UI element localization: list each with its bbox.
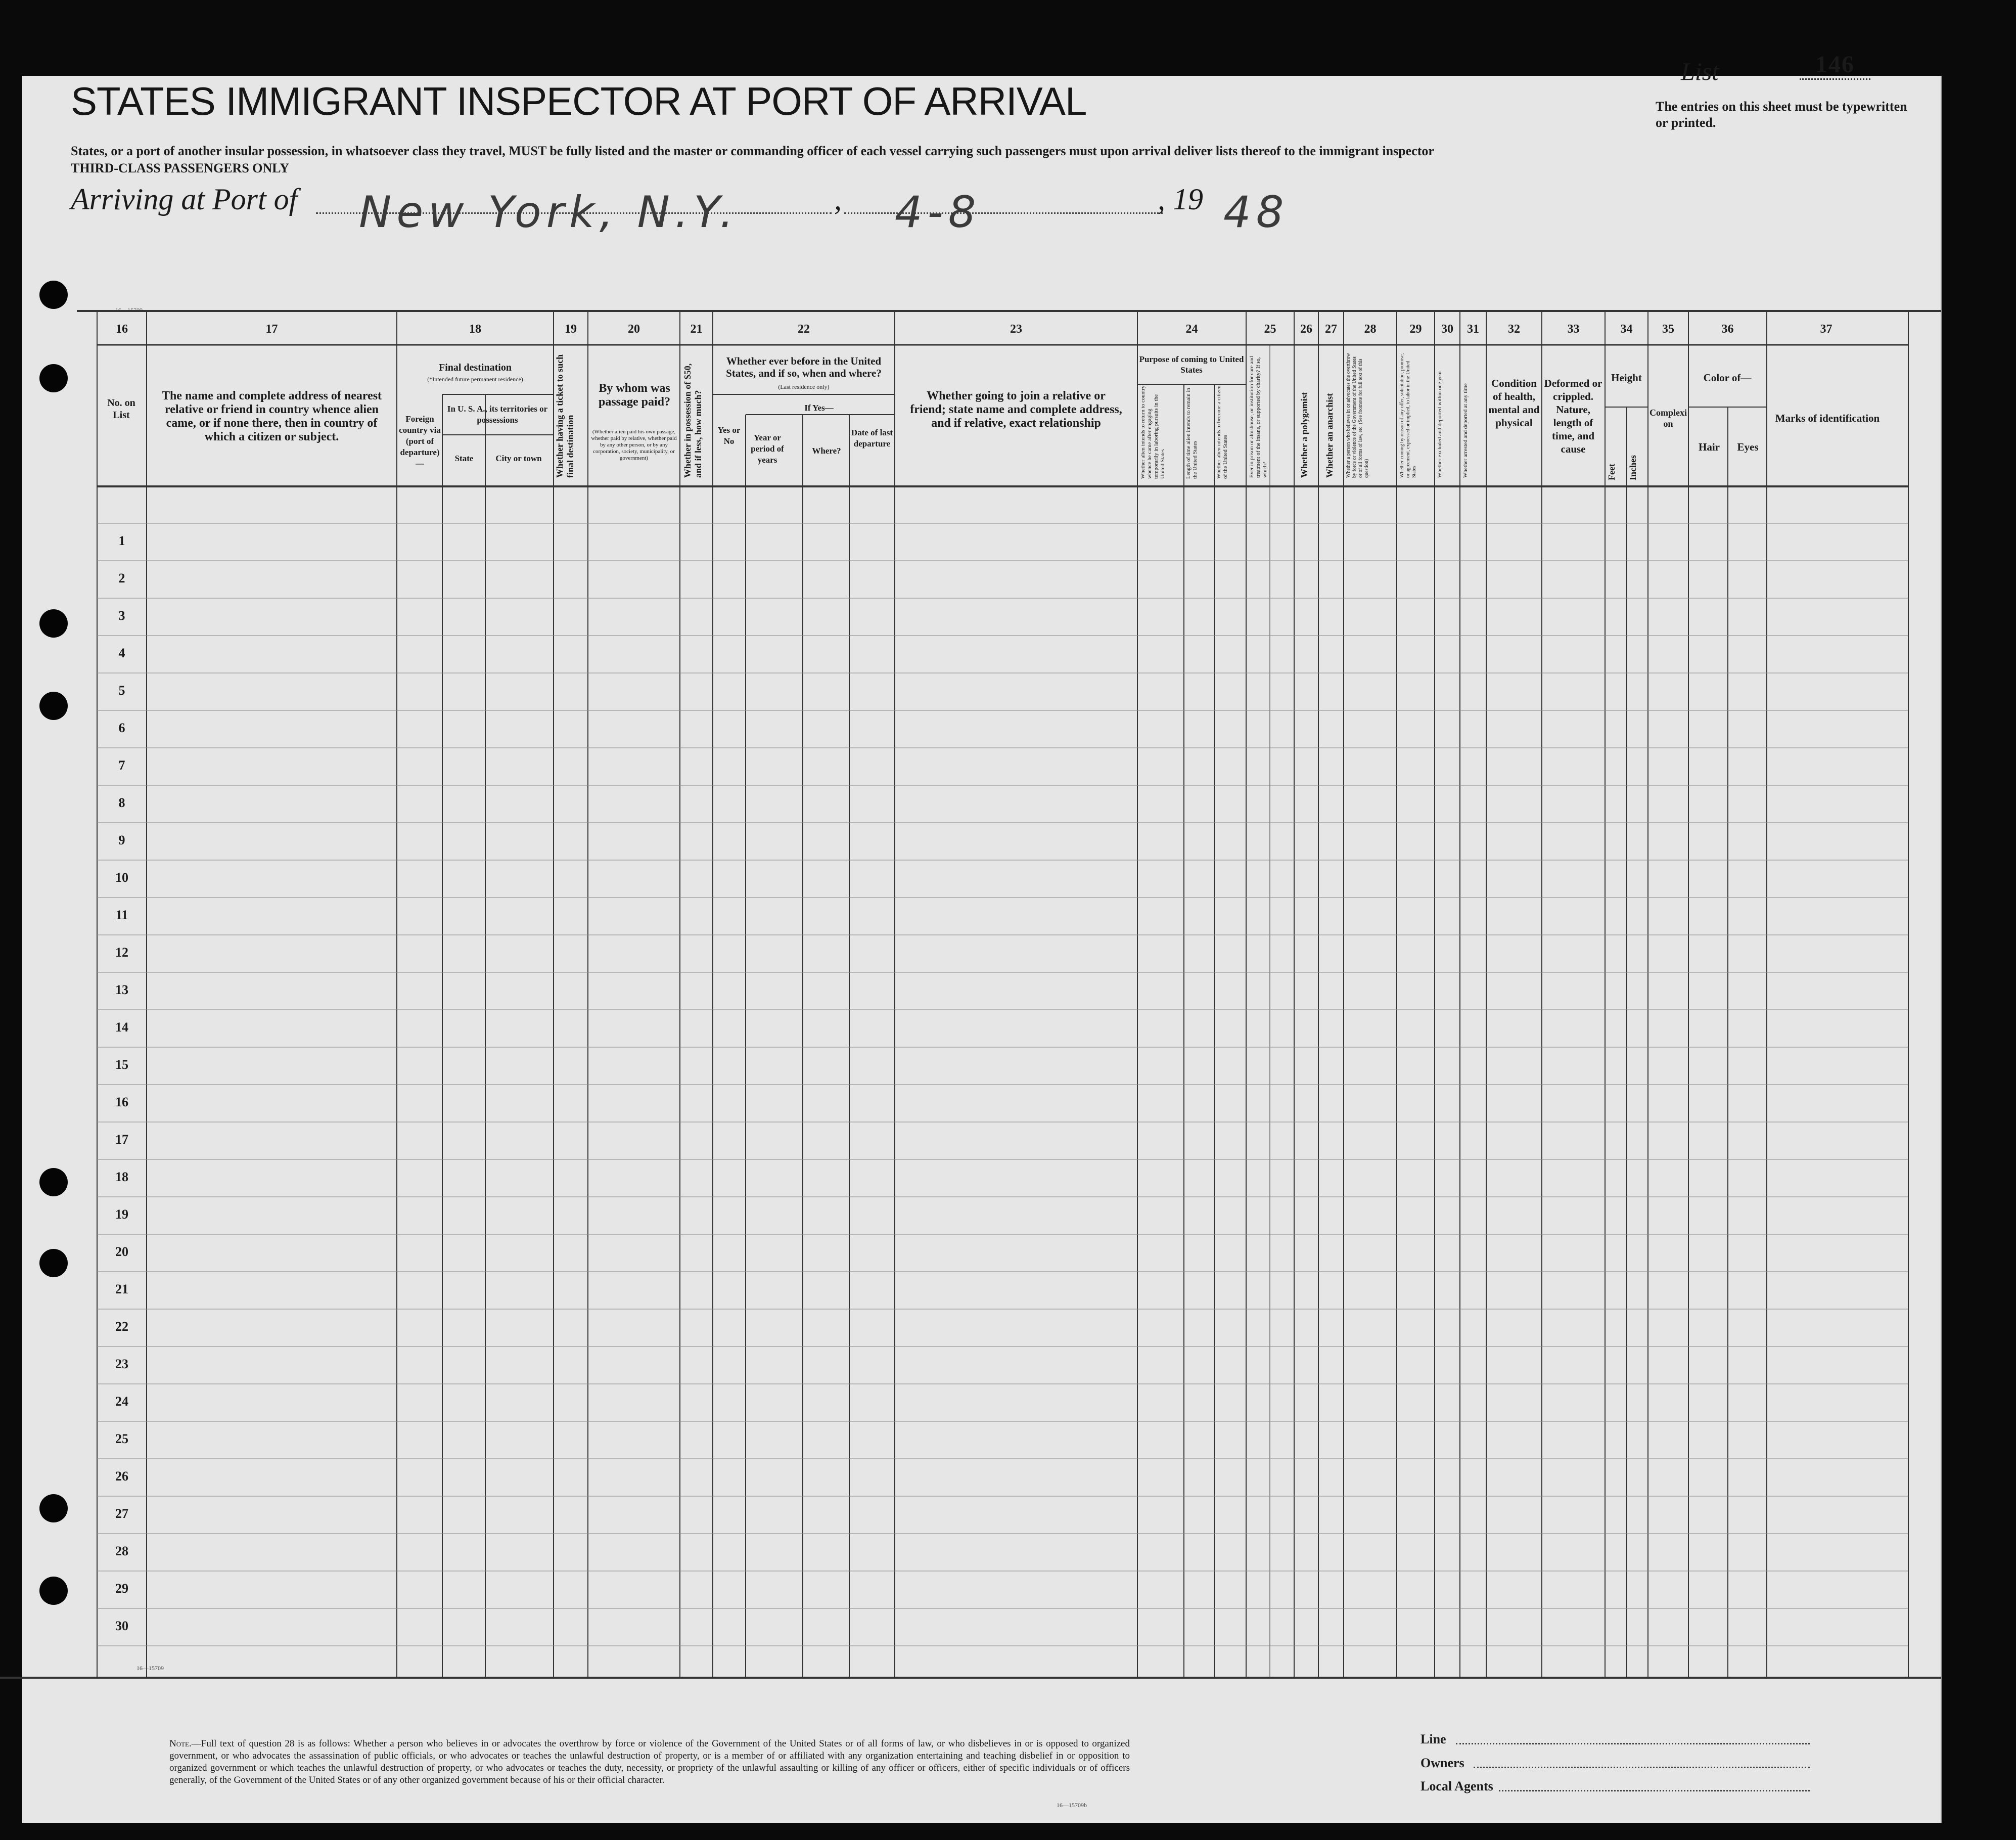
column-number: 30 [1441, 323, 1453, 336]
row-number: 22 [115, 1319, 128, 1334]
header-length-of-stay: Length of time alien intends to remain in the United States [1185, 388, 1198, 479]
header-passage-paid-note: (Whether alien paid his own passage, whether paid by relative, whether paid by any other person, or by any corporation, society, municipality, or government) [591, 429, 677, 461]
header-final-destination: Final destination [439, 362, 512, 373]
header-marks: Marks of identification [1775, 412, 1880, 424]
row-number: 4 [118, 646, 125, 660]
column-number: 21 [690, 323, 703, 336]
column-number: 18 [469, 323, 481, 336]
header-passage-paid: By whom was passage paid? [598, 382, 671, 409]
date-value: 4-8 [895, 187, 981, 238]
row-number: 17 [115, 1132, 128, 1147]
local-agents-dotline [1499, 1789, 1810, 1791]
header-in-usa: In U. S. A., its territories or possessions [447, 404, 548, 425]
column-number: 17 [265, 323, 278, 336]
row-number: 14 [115, 1020, 128, 1035]
column-number: 28 [1364, 323, 1377, 336]
header-ever-before-note: (Last residence only) [778, 383, 830, 390]
header-last-departure: Date of last departure [851, 428, 893, 448]
row-number: 15 [115, 1057, 128, 1072]
header-excluded: Whether excluded and deported within one year [1437, 371, 1443, 478]
column-number: 23 [1010, 323, 1022, 336]
column-number: 20 [628, 323, 640, 336]
header-anarchist: Whether an anarchist [1324, 393, 1335, 478]
header-feet: Feet [1607, 464, 1617, 480]
line-dotline [1456, 1742, 1810, 1744]
header-inches: Inches [1628, 455, 1638, 480]
header-if-yes: If Yes— [804, 403, 834, 413]
header-year-period: Year or period of years [751, 433, 784, 465]
header-return-intent: Whether alien intends to return to country whence he came after engaging temporarily in laboring pursuits in the United States [1140, 385, 1166, 479]
column-number: 25 [1264, 323, 1276, 336]
column-number: 22 [798, 323, 810, 336]
sheet-instruction: The entries on this sheet must be typewritten or printed. [1656, 99, 1907, 130]
row-number: 26 [115, 1469, 128, 1484]
header-color-of: Color of— [1703, 372, 1752, 384]
row-number: 11 [115, 908, 128, 922]
header-deformed: Deformed or crippled. Nature, length of time, and cause [1544, 377, 1602, 455]
row-number: 7 [118, 758, 125, 773]
header-ever-before: Whether ever before in the United States, and if so, when and where? [726, 355, 882, 379]
row-number: 25 [115, 1431, 128, 1446]
row-number: 3 [118, 608, 125, 623]
row-number: 27 [115, 1506, 128, 1521]
header-join-relative: Whether going to join a relative or friend; state name and complete address, and if relative, exact relationship [910, 389, 1122, 430]
header-health: Condition of health, mental and physical [1488, 377, 1540, 429]
header-labor-offer: Whether coming by reason of any offer, solicitation, promise, or agreement, expressed or implied, to labor in the United States [1399, 353, 1417, 478]
row-number: 8 [118, 795, 125, 810]
line-label: Line [1421, 1732, 1446, 1746]
header-polygamist: Whether a polygamist [1299, 392, 1309, 478]
column-number: 19 [565, 323, 577, 336]
year-prefix-text: 19 [1173, 183, 1203, 216]
row-number: 2 [118, 571, 125, 586]
header-arrested: Whether arrested and deported at any time [1462, 383, 1469, 478]
column-number: 24 [1185, 323, 1198, 336]
subtitle-line: States, or a port of another insular possession, in whatsoever class they travel, MUST be fully listed and the master or commanding officer of each vessel carrying such passengers must upon arrival deliver lists thereof to the immigrant inspector [71, 144, 1434, 158]
column-number: 37 [1820, 323, 1832, 336]
subtitle-line: THIRD-CLASS PASSENGERS ONLY [71, 161, 290, 175]
owners-label: Owners [1421, 1756, 1464, 1770]
header-overthrow: Whether a person who believes in or advocates the overthrow by force or violence of the Government of the United States or of all forms of law, etc. (See footnote for full text of this question) [1346, 353, 1369, 478]
header-city: City or town [495, 454, 542, 463]
header-complexion: Complexion [1650, 408, 1687, 429]
header-final-destination-note: (*Intended future permanent residence) [427, 376, 523, 383]
owners-dotline [1474, 1766, 1810, 1768]
row-number: 9 [118, 833, 125, 847]
column-number: 32 [1508, 323, 1520, 336]
footnote-text: —Full text of question 28 is as follows: Whether a person who believes in or advocates the overthrow by force or violence of the Government of the United States or of all forms of law, or who disbelieves in or is opposed to organized government, or who advocates the assassination of public officials, or who advocates or teaches the unlawful destruction of property, or is a member of or affiliated with any organization entertaining and teaching disbelief in or opposition to organized government or which teaches the unlawful destruction of property, or who advocates or teaches the duty, necessity, or propriety of the unlawful assaulting or killing of any officer or officers, either of specific individuals or of officers generally, of the Government of the United States or of any other organized government because of his or their official character. [169, 1738, 1130, 1785]
footnote [169, 1738, 1130, 1786]
row-number: 29 [115, 1581, 128, 1596]
column-number: 33 [1567, 323, 1580, 336]
header-purpose: Purpose of coming to United States [1139, 354, 1244, 375]
row-number: 5 [118, 683, 125, 698]
header-where: Where? [812, 446, 841, 456]
header-hair: Hair [1699, 441, 1720, 453]
separator-comma: , [1158, 183, 1173, 216]
row-number: 19 [115, 1207, 128, 1222]
row-number: 23 [115, 1357, 128, 1371]
header-state: State [454, 454, 474, 463]
separator-comma: , [834, 183, 842, 216]
row-number: 13 [115, 982, 128, 997]
column-number: 27 [1325, 323, 1337, 336]
column-number: 36 [1721, 323, 1734, 336]
header-foreign-country: Foreign country via (port of departure)— [399, 414, 441, 468]
column-number: 35 [1662, 323, 1674, 336]
footnote-label: Note. [169, 1738, 192, 1749]
row-number: 30 [115, 1619, 128, 1633]
footnote-form-code: 16—15709b [1057, 1802, 1087, 1809]
port-value: New York, N.Y. [359, 187, 739, 238]
header-yes-no: Yes or No [717, 425, 741, 446]
column-number: 34 [1620, 323, 1633, 336]
row-number: 21 [115, 1282, 128, 1296]
row-number: 28 [115, 1544, 128, 1558]
year-value: 48 [1223, 187, 1289, 238]
list-label: List [1681, 57, 1719, 85]
port-label: Arriving at Port of [71, 183, 298, 216]
row-number: 6 [118, 721, 125, 735]
row-number: 1 [118, 533, 125, 548]
row-number: 12 [115, 945, 128, 960]
form-code: 16—15709 [115, 306, 143, 313]
header-ticket: Whether having a ticket to such final destination [555, 354, 575, 478]
header-citizen-intent: Whether alien intends to become a citizen of the United States [1216, 385, 1228, 479]
local-agents-label: Local Agents [1421, 1779, 1493, 1793]
row-number: 20 [115, 1244, 128, 1259]
header-fifty-dollars: Whether in possession of $50, and if less, how much? [682, 363, 703, 478]
row-number: 18 [115, 1170, 128, 1184]
header-relative-address: The name and complete address of nearest relative or friend in country whence alien came, or if none there, then in country of which a citizen or subject. [161, 389, 382, 443]
column-number: 29 [1409, 323, 1422, 336]
header-height: Height [1611, 372, 1642, 384]
column-number: 26 [1300, 323, 1312, 336]
header-no-on-list: No. on List [107, 397, 135, 421]
form-code: 16—15709 [136, 1665, 164, 1672]
row-number: 16 [115, 1095, 128, 1109]
page-title: STATES IMMIGRANT INSPECTOR AT PORT OF ARRIVAL [71, 79, 1087, 123]
column-number: 16 [116, 323, 128, 336]
header-prison: Ever in prison or almshouse, or institution for care and treatment of the insane, or supported by charity? If so, which? [1249, 356, 1268, 478]
row-number: 10 [115, 870, 128, 885]
column-number: 31 [1467, 323, 1479, 336]
header-eyes: Eyes [1737, 441, 1759, 453]
row-number: 24 [115, 1394, 128, 1409]
list-number: 146 [1800, 51, 1870, 80]
